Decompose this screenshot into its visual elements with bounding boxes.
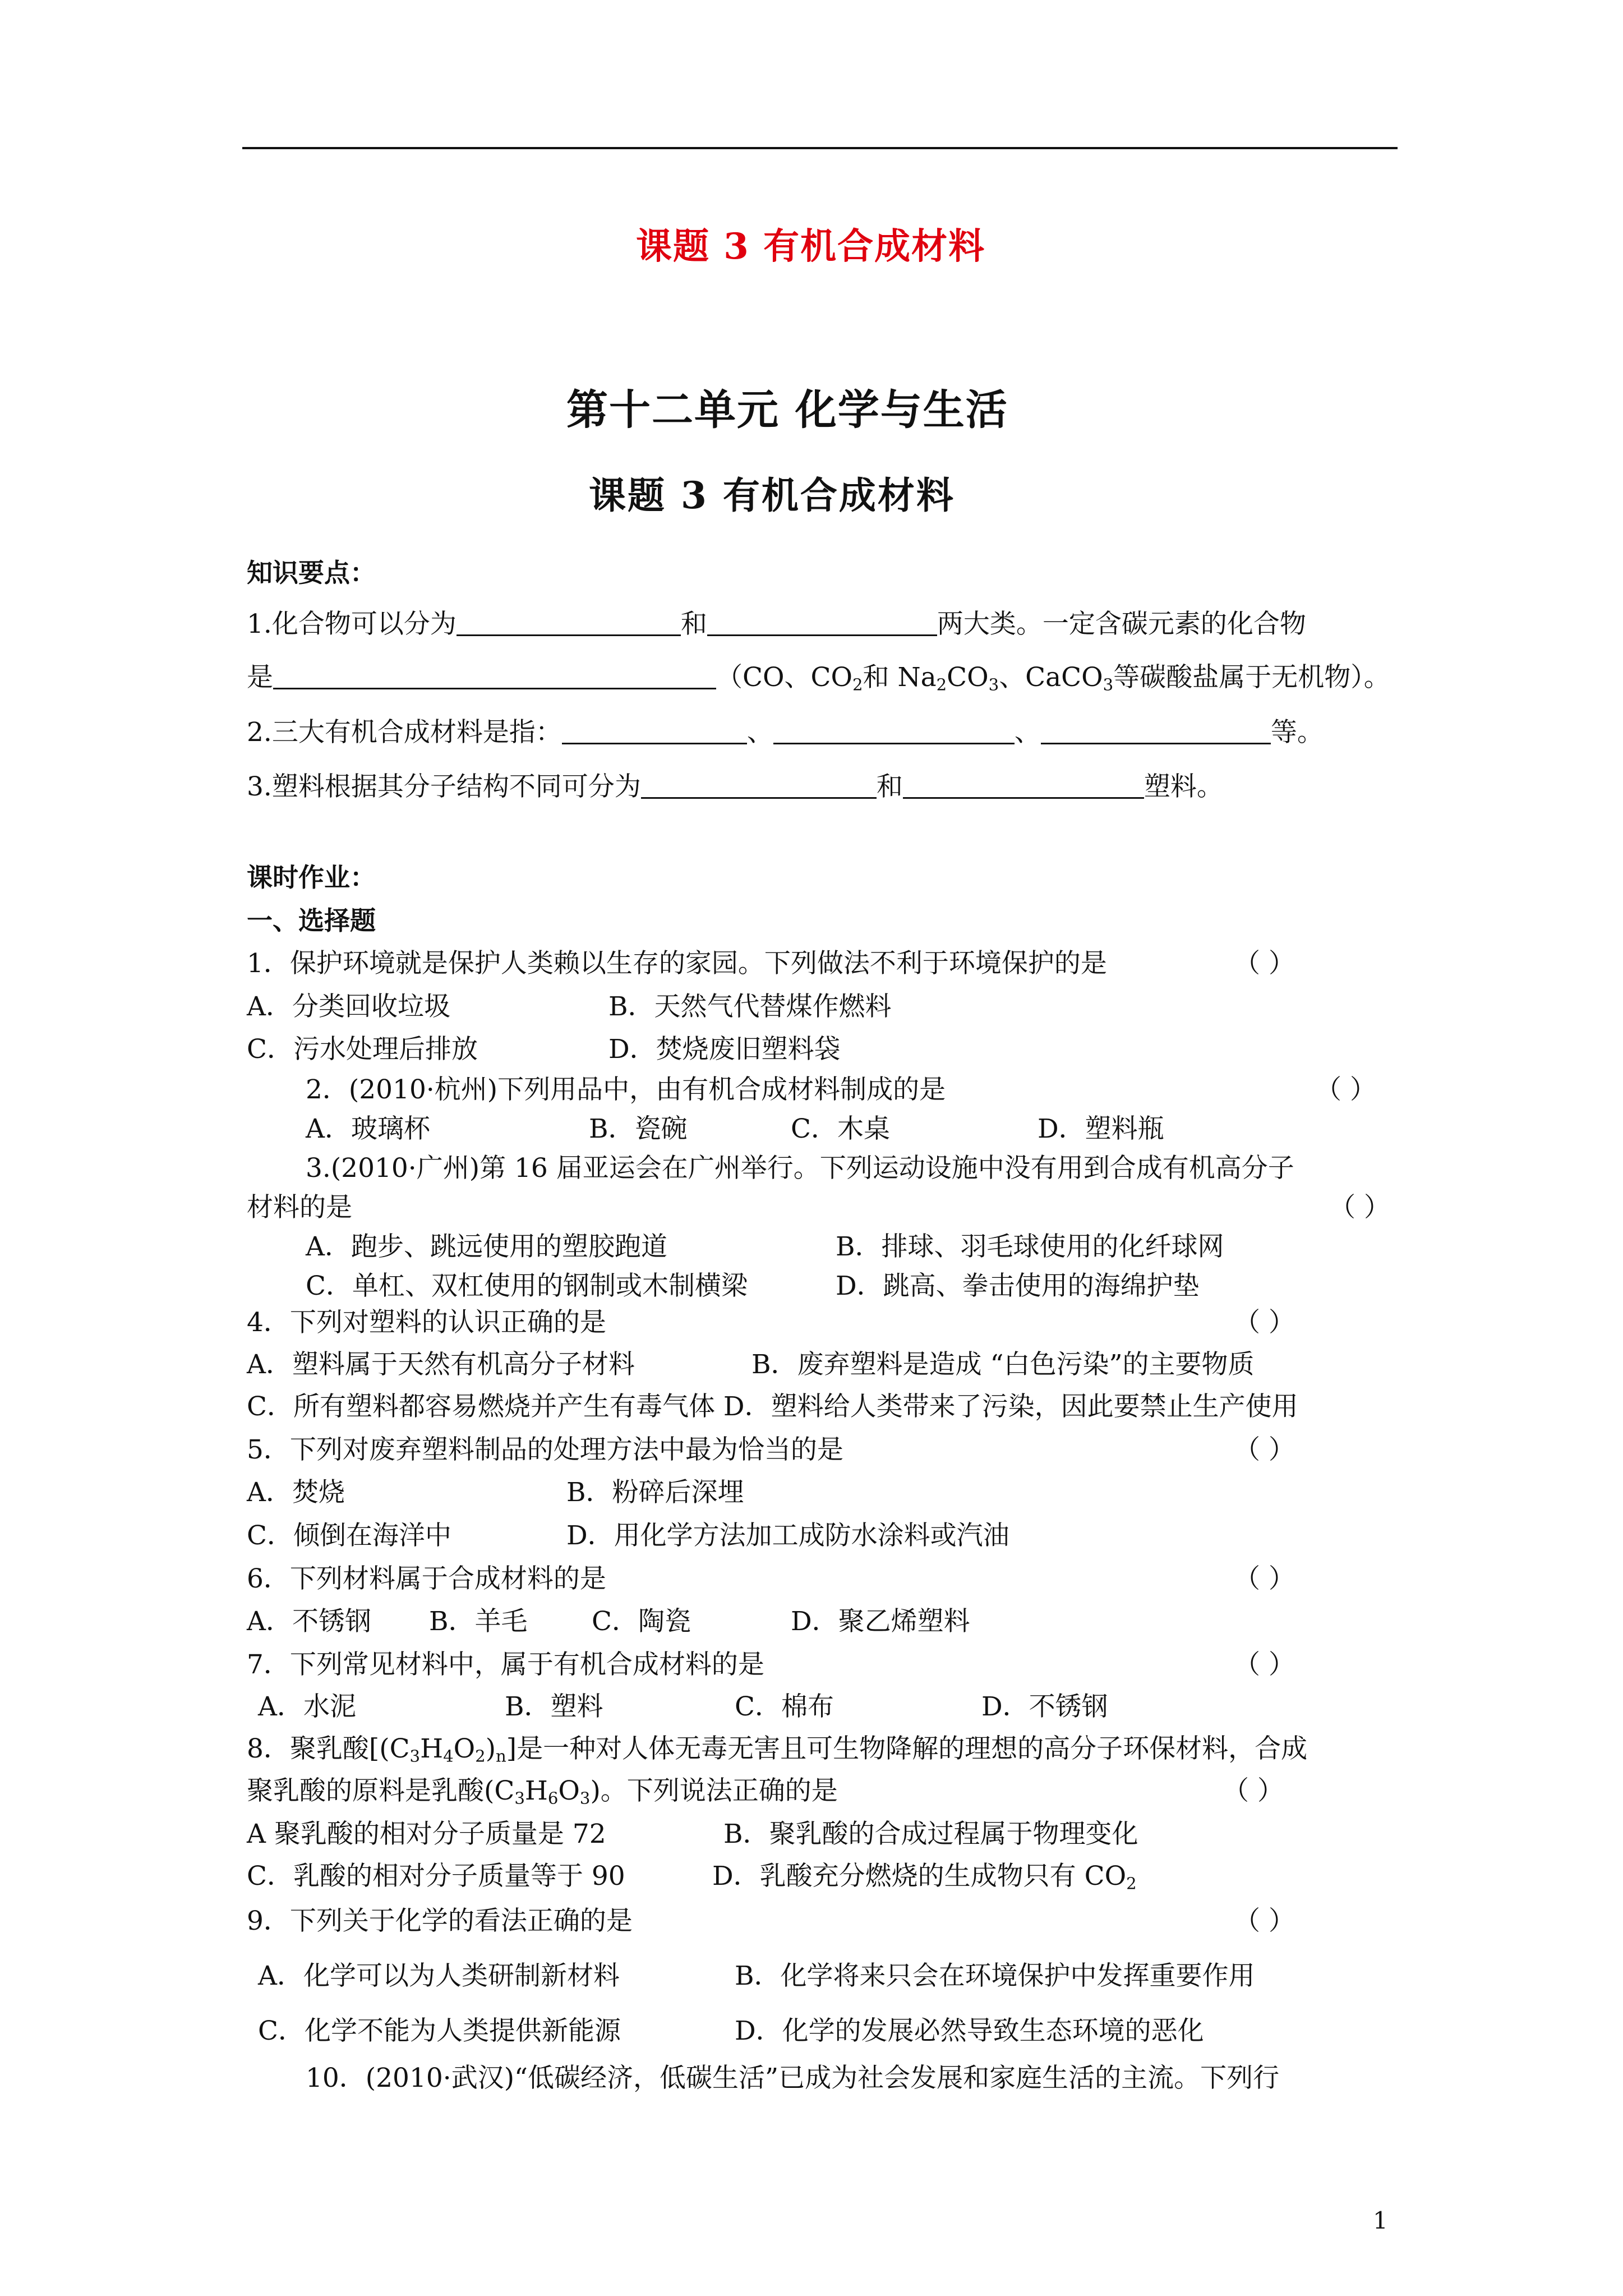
option-d: D．跳高、拳击使用的海绵护垫: [836, 1271, 1200, 1301]
option-b: B．聚乳酸的合成过程属于物理变化: [723, 1819, 1138, 1849]
option-c: C．木桌: [791, 1114, 890, 1144]
option-c: C．乳酸的相对分子质量等于 90: [247, 1861, 625, 1892]
answer-blank[interactable]: [562, 718, 747, 744]
option-a: A．玻璃杯: [306, 1114, 430, 1144]
option-b: B．塑料: [505, 1691, 603, 1722]
option-d: D．塑料瓶: [1038, 1114, 1164, 1144]
knowledge-item-1-line-2: [247, 656, 1390, 694]
option-b: B．粉碎后深埋: [566, 1477, 744, 1508]
question-2: 2．(2010·杭州)下列用品中，由有机合成材料制成的是: [306, 1074, 946, 1105]
option-d: D．不锈钢: [981, 1691, 1108, 1722]
question-8-line-1: [247, 1728, 1307, 1765]
option-b: B．废弃塑料是造成 “白色污染”的主要物质: [751, 1349, 1255, 1380]
section-heading: 一、选择题: [247, 905, 376, 936]
option-a: A．塑料属于天然有机高分子材料: [247, 1349, 635, 1380]
option-d: D．化学的发展必然导致生态环境的恶化: [735, 2016, 1204, 2046]
subscript: 3: [514, 1788, 525, 1808]
answer-paren[interactable]: （ ）: [1315, 1074, 1376, 1105]
option-a: A．跑步、跳远使用的塑胶跑道: [306, 1231, 667, 1262]
option-c: C．污水处理后排放: [247, 1034, 478, 1065]
text: 是: [247, 662, 273, 693]
text: 8．聚乳酸[(C: [247, 1733, 410, 1764]
answer-blank[interactable]: [707, 610, 937, 636]
option-a: A．化学可以为人类研制新材料: [258, 1961, 620, 1991]
option-a: A 聚乳酸的相对分子质量是 72: [247, 1819, 606, 1849]
text: 和: [876, 771, 903, 802]
text: 两大类。一定含碳元素的化合物: [937, 609, 1306, 639]
page-title: 课题 3 有机合成材料: [636, 226, 986, 268]
text: ]是一种对人体无毒无害且可生物降解的理想的高分子环保材料，合成: [506, 1733, 1308, 1764]
subscript: 3: [1103, 675, 1114, 694]
option-a: A．焚烧: [247, 1477, 345, 1508]
knowledge-heading: 知识要点：: [247, 558, 376, 588]
answer-paren[interactable]: （ ）: [1234, 1434, 1295, 1465]
option-c: C．棉布: [735, 1691, 834, 1722]
question-7: 7．下列常见材料中，属于有机合成材料的是: [247, 1649, 764, 1680]
option-d: D．焚烧废旧塑料袋: [608, 1034, 841, 1065]
subscript: 4: [443, 1746, 454, 1766]
answer-blank[interactable]: [903, 772, 1144, 799]
answer-blank[interactable]: [273, 663, 716, 689]
answer-paren[interactable]: （ ）: [1329, 1192, 1390, 1223]
answer-blank[interactable]: [1041, 718, 1271, 744]
option-c: C．倾倒在海洋中: [247, 1520, 451, 1551]
text: 等。: [1270, 717, 1324, 748]
unit-title: 第十二单元 化学与生活: [566, 386, 1008, 434]
question-8-line-2: [247, 1770, 838, 1807]
text: 2.三大有机合成材料是指：: [247, 717, 562, 748]
text: 塑料。: [1144, 771, 1223, 802]
option-b: B．化学将来只会在环境保护中发挥重要作用: [735, 1961, 1255, 1991]
subscript: 2: [936, 675, 947, 694]
subscript: 3: [409, 1746, 421, 1766]
text: ): [485, 1733, 496, 1764]
header-rule: [242, 147, 1398, 149]
page-number: 1: [1373, 2207, 1388, 2234]
lesson-title: 课题 3 有机合成材料: [589, 473, 955, 517]
knowledge-item-3: [247, 766, 1223, 803]
subscript: 2: [1126, 1874, 1137, 1893]
question-5: 5．下列对废弃塑料制品的处理方法中最为恰当的是: [247, 1434, 843, 1465]
subscript: 3: [579, 1788, 591, 1808]
answer-blank[interactable]: [641, 772, 877, 799]
text: H: [524, 1775, 548, 1806]
text: 1.化合物可以分为: [247, 609, 457, 639]
text: O: [453, 1733, 476, 1764]
question-3-line-2: 材料的是: [247, 1192, 352, 1223]
option-c: C．化学不能为人类提供新能源: [258, 2016, 621, 2046]
option-b: B．瓷碗: [589, 1114, 688, 1144]
text: 等碳酸盐属于无机物）。: [1113, 662, 1390, 693]
text: 3.塑料根据其分子结构不同可分为: [247, 771, 641, 802]
option-b: B．排球、羽毛球使用的化纤球网: [836, 1231, 1224, 1262]
text: 、: [1014, 717, 1041, 748]
answer-blank[interactable]: [773, 718, 1015, 744]
answer-paren[interactable]: （ ）: [1223, 1775, 1284, 1806]
text: （CO、CO: [716, 662, 852, 693]
answer-paren[interactable]: （ ）: [1234, 1649, 1295, 1680]
text: 、CaCO: [999, 662, 1103, 693]
text: O: [558, 1775, 580, 1806]
subscript: 6: [547, 1788, 559, 1808]
question-6: 6．下列材料属于合成材料的是: [247, 1563, 606, 1594]
knowledge-item-2: [247, 711, 1324, 749]
homework-heading: 课时作业：: [247, 862, 376, 892]
option-c: C．陶瓷: [592, 1606, 691, 1637]
question-10: 10．(2010·武汉)“低碳经济，低碳生活”已成为社会发展和家庭生活的主流。下列行: [306, 2063, 1280, 2093]
question-1: 1．保护环境就是保护人类赖以生存的家园。下列做法不利于环境保护的是: [247, 948, 1107, 979]
question-3-line-1: 3.(2010·广州)第 16 届亚运会在广州举行。下列运动设施中没有用到合成有机高分子: [306, 1153, 1294, 1184]
option-c: C．单杠、双杠使用的钢制或木制横梁: [306, 1271, 748, 1301]
answer-blank[interactable]: [457, 610, 681, 636]
option-d: D．用化学方法加工成防水涂料或汽油: [566, 1520, 1009, 1551]
text: 和: [680, 609, 707, 639]
question-4: 4．下列对塑料的认识正确的是: [247, 1307, 606, 1338]
text: D．乳酸充分燃烧的生成物只有 CO: [712, 1861, 1127, 1892]
option-a: A．不锈钢: [247, 1606, 371, 1637]
option-c-d: C．所有塑料都容易燃烧并产生有毒气体 D．塑料给人类带来了污染，因此要禁止生产使用: [247, 1391, 1298, 1422]
question-9: 9．下列关于化学的看法正确的是: [247, 1906, 633, 1936]
knowledge-item-1-line-1: [247, 603, 1306, 641]
subscript: 2: [852, 675, 863, 694]
option-b: B．羊毛: [429, 1606, 528, 1637]
subscript: 2: [475, 1746, 486, 1766]
option-a: A．水泥: [258, 1691, 356, 1722]
subscript: 3: [988, 675, 999, 694]
text: CO: [947, 662, 989, 693]
subscript: n: [496, 1746, 506, 1766]
option-a: A．分类回收垃圾: [247, 991, 450, 1022]
option-d: [712, 1855, 1137, 1893]
text: 聚乳酸的原料是乳酸(C: [247, 1775, 515, 1806]
answer-paren[interactable]: （ ）: [1234, 1563, 1295, 1594]
answer-paren[interactable]: （ ）: [1234, 1906, 1295, 1936]
option-d: D．聚乙烯塑料: [791, 1606, 970, 1637]
text: 、: [746, 717, 773, 748]
text: 和 Na: [863, 662, 937, 693]
text: )。下列说法正确的是: [590, 1775, 838, 1806]
option-b: B．天然气代替煤作燃料: [608, 991, 892, 1022]
answer-paren[interactable]: （ ）: [1234, 948, 1295, 979]
text: H: [420, 1733, 444, 1764]
answer-paren[interactable]: （ ）: [1234, 1307, 1295, 1338]
